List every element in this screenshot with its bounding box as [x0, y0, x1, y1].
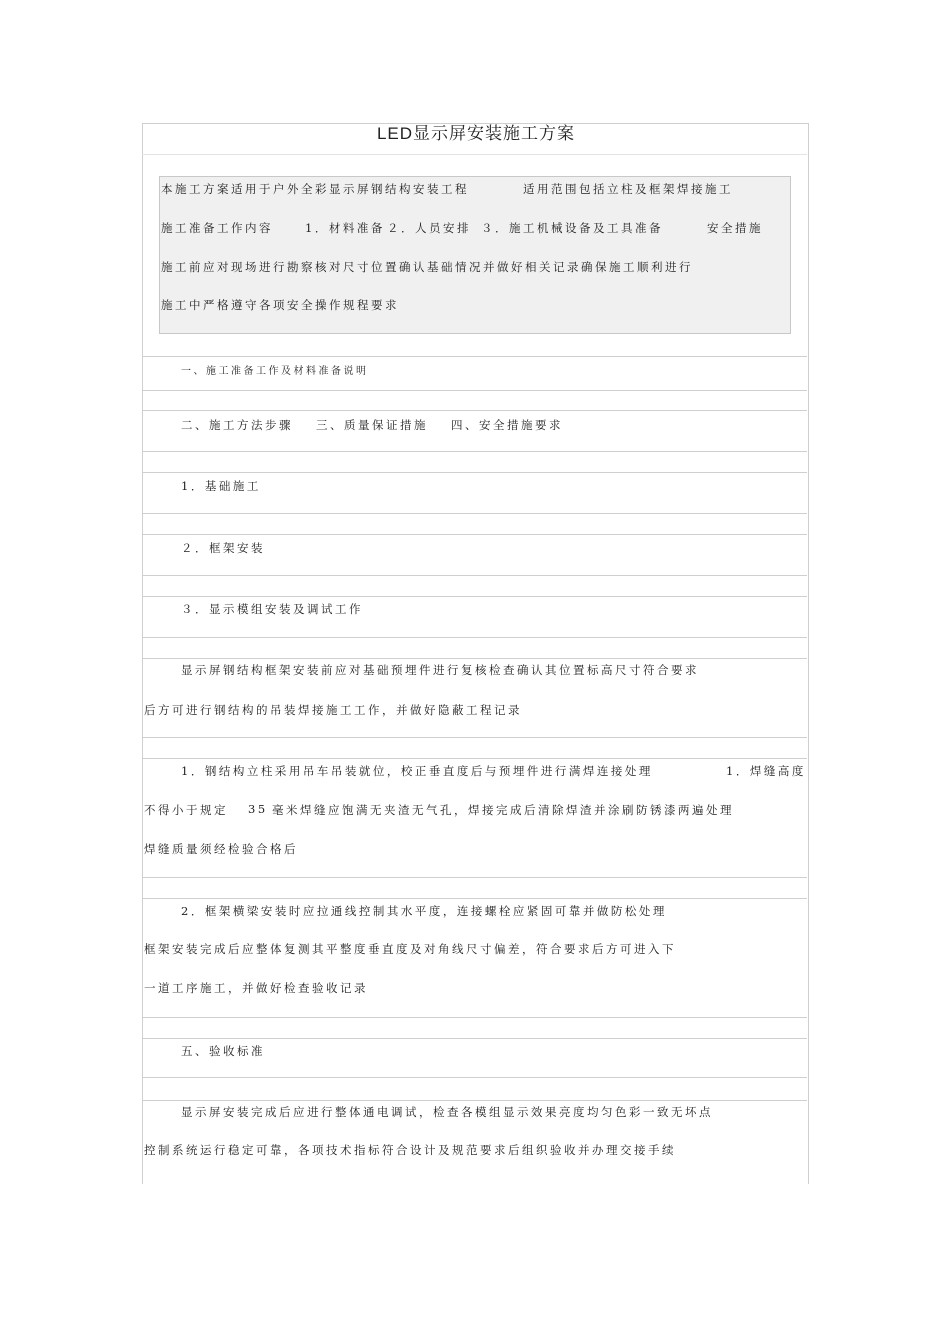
summary-line-1a: 本施工方案适用于户外全彩显示屏钢结构安装工程: [161, 182, 469, 196]
summary-line-2a: 施工准备工作内容: [161, 221, 273, 235]
summary-line-3: 施工前应对现场进行勘察核对尺寸位置确认基础情况并做好相关记录确保施工顺利进行: [161, 260, 693, 274]
paragraph-4-line-2: 控制系统运行稳定可靠，各项技术指标符合设计及规范要求后组织验收并办理交接手续: [144, 1143, 676, 1157]
section-heading-2c: 四、安全措施要求: [451, 418, 563, 432]
item-1: 1．基础施工: [181, 479, 261, 493]
section-heading-5: 五、验收标准: [181, 1044, 265, 1058]
paragraph-2-note: 1．焊缝高度: [726, 764, 806, 778]
section-heading-2b: 三、质量保证措施: [316, 418, 428, 432]
summary-line-2b: 1．材料准备: [305, 221, 385, 235]
section-heading-2a: 二、施工方法步骤: [181, 418, 293, 432]
summary-line-2c: ２．人员安排: [387, 221, 471, 235]
paragraph-3-line-1: 2．框架横梁安装时应拉通线控制其水平度，连接螺栓应紧固可靠并做防松处理: [181, 904, 667, 918]
paragraph-2-line-3: 焊缝质量须经检验合格后: [144, 842, 298, 856]
section-heading-1: 一、施工准备工作及材料准备说明: [181, 366, 369, 377]
summary-line-2e: 安全措施: [707, 221, 763, 235]
summary-line-1b: 适用范围包括立柱及框架焊接施工: [523, 182, 733, 196]
summary-line-4: 施工中严格遵守各项安全操作规程要求: [161, 298, 399, 312]
summary-line-2d: ３．施工机械设备及工具准备: [481, 221, 663, 235]
paragraph-1-line-2: 后方可进行钢结构的吊装焊接施工工作，并做好隐蔽工程记录: [144, 703, 522, 717]
item-2: ２．框架安装: [181, 541, 265, 555]
paragraph-4-line-1: 显示屏安装完成后应进行整体通电调试，检查各模组显示效果亮度均匀色彩一致无坏点: [181, 1105, 713, 1119]
paragraph-3-line-3: 一道工序施工，并做好检查验收记录: [144, 981, 368, 995]
paragraph-3-line-2: 框架安装完成后应整体复测其平整度垂直度及对角线尺寸偏差，符合要求后方可进入下: [144, 942, 676, 956]
document-title: LED显示屏安装施工方案: [376, 124, 576, 143]
paragraph-2-line-2a: 不得小于规定: [144, 803, 228, 817]
paragraph-2-line-1: 1．钢结构立柱采用吊车吊装就位，校正垂直度后与预埋件进行满焊连接处理: [181, 764, 653, 778]
item-3: ３．显示模组安装及调试工作: [181, 602, 363, 616]
paragraph-2-value: 35: [248, 802, 268, 816]
paragraph-2-line-2b: 毫米焊缝应饱满无夹渣无气孔，焊接完成后清除焊渣并涂刷防锈漆两遍处理: [272, 803, 734, 817]
paragraph-1-line-1: 显示屏钢结构框架安装前应对基础预埋件进行复核检查确认其位置标高尺寸符合要求: [181, 663, 699, 677]
